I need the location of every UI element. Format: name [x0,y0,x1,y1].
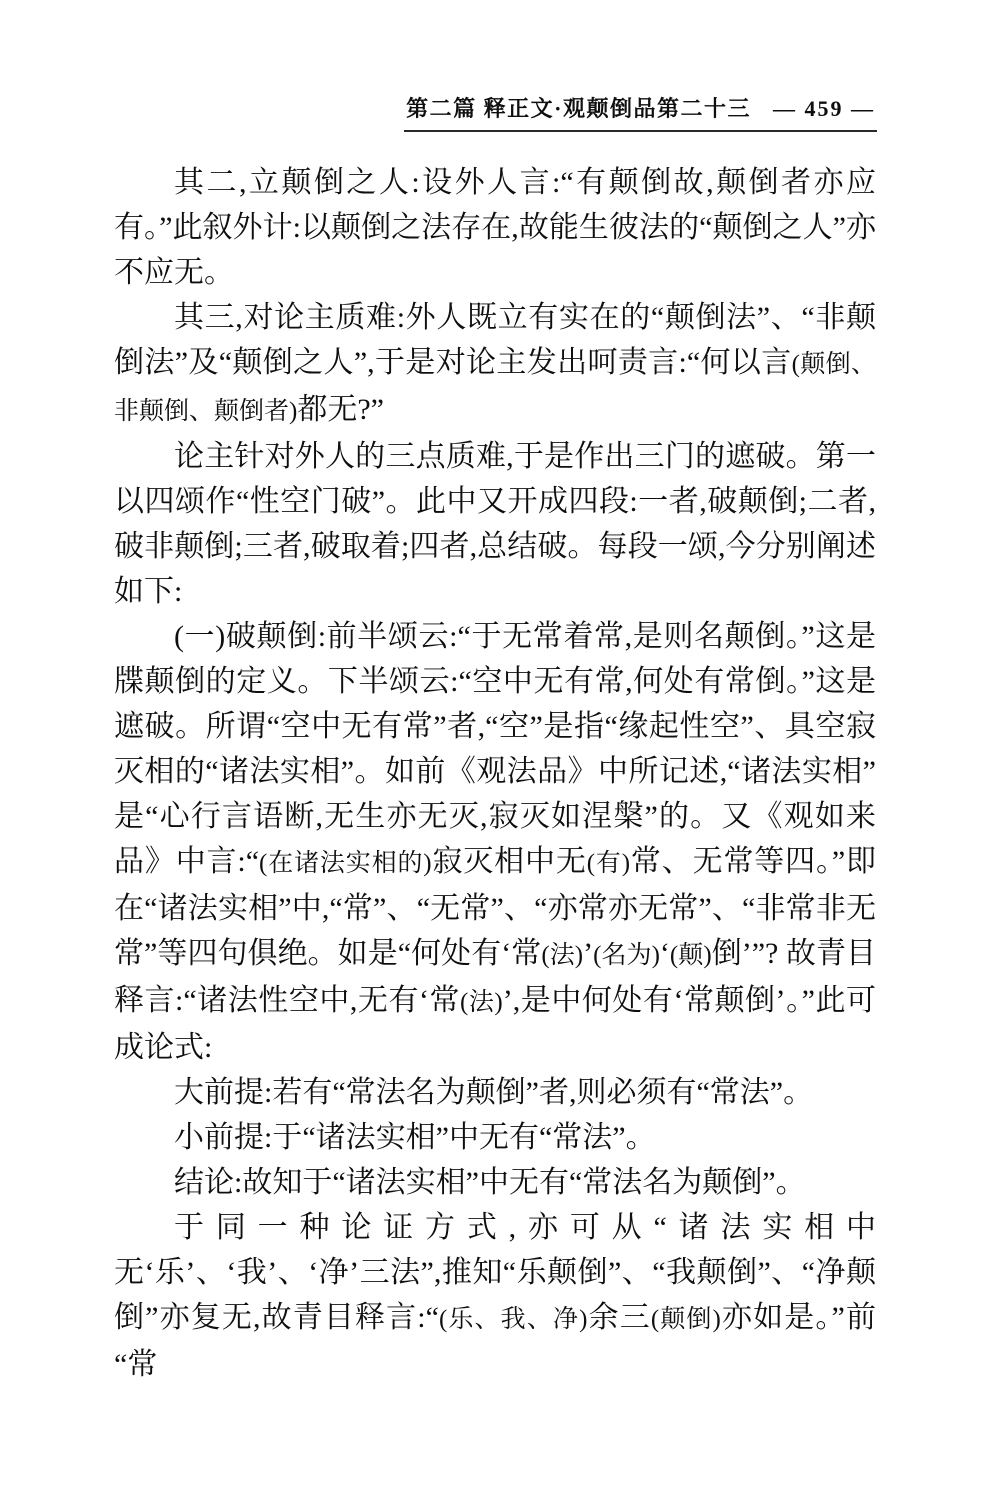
paragraph-same-argument-other-three: 于同一种论证方式,亦可从“诸法实相中无‘乐’、‘我’、‘净’三法”,推知“乐颠倒”、“我颠倒”、“净颠倒”亦复无,故青目释言:“(乐、我、净)余三(颠倒)亦如是。”前“常 [114,1211,877,1381]
header-title: 第二篇 释正文·观颠倒品第二十三 [406,96,751,121]
paragraph-setting-up-inverted-person: 其二,立颠倒之人:设外人言:“有颠倒故,颠倒者亦应有。”此叙外计:以颠倒之法存在,故能生彼法的“颠倒之人”亦不应无。 [114,166,876,289]
running-header [404,92,877,132]
paragraph-refuting-inversion: (一)破颠倒:前半颂云:“于无常着常,是则名颠倒。”这是牒颠倒的定义。下半颂云:“空中无有常,何处有常倒。”这是遮破。所谓“空中无有常”者,“空”是指“缘起性空”、具空寂灭相的“诸法实相”。如前《观法品》中所记述,“诸法实相”是“心行言语断,无生亦无灭,寂灭如涅槃”的。又《观如来品》中言:“(在诸法实相的)寂灭相中无(有)常、无常等四。”即在“诸法实相”中,“常”、“无常”、“亦常亦无常”、“非常非无常”等四句俱绝。如是“何处有‘常(法)’(名为)‘(颠)倒’”? 故青目释言:“诸法性空中,无有‘常(法)’,是中何处有‘常颠倒’。”此可成论式: [114,620,877,1064]
body-text [114,160,876,1387]
page-number: — 459 — [773,96,875,121]
syllogism-conclusion: 结论:故知于“诸法实相”中无有“常法名为颠倒”。 [174,1166,806,1199]
syllogism-minor-premise: 小前提:于“诸法实相”中无有“常法”。 [174,1121,656,1154]
syllogism-major-premise: 大前提:若有“常法名为颠倒”者,则必须有“常法”。 [174,1076,814,1109]
paragraph-challenge-to-author: 其三,对论主质难:外人既立有实在的“颠倒法”、“非颠倒法”及“颠倒之人”,于是对论主发出呵责言:“何以言(颠倒、非颠倒、颠倒者)都无?” [114,301,876,426]
paragraph-three-refutations-overview: 论主针对外人的三点质难,于是作出三门的遮破。第一以四颂作“性空门破”。此中又开成四段:一者,破颠倒;二者,破非颠倒;三者,破取着;四者,总结破。每段一颂,今分别阐述如下: [114,440,876,608]
